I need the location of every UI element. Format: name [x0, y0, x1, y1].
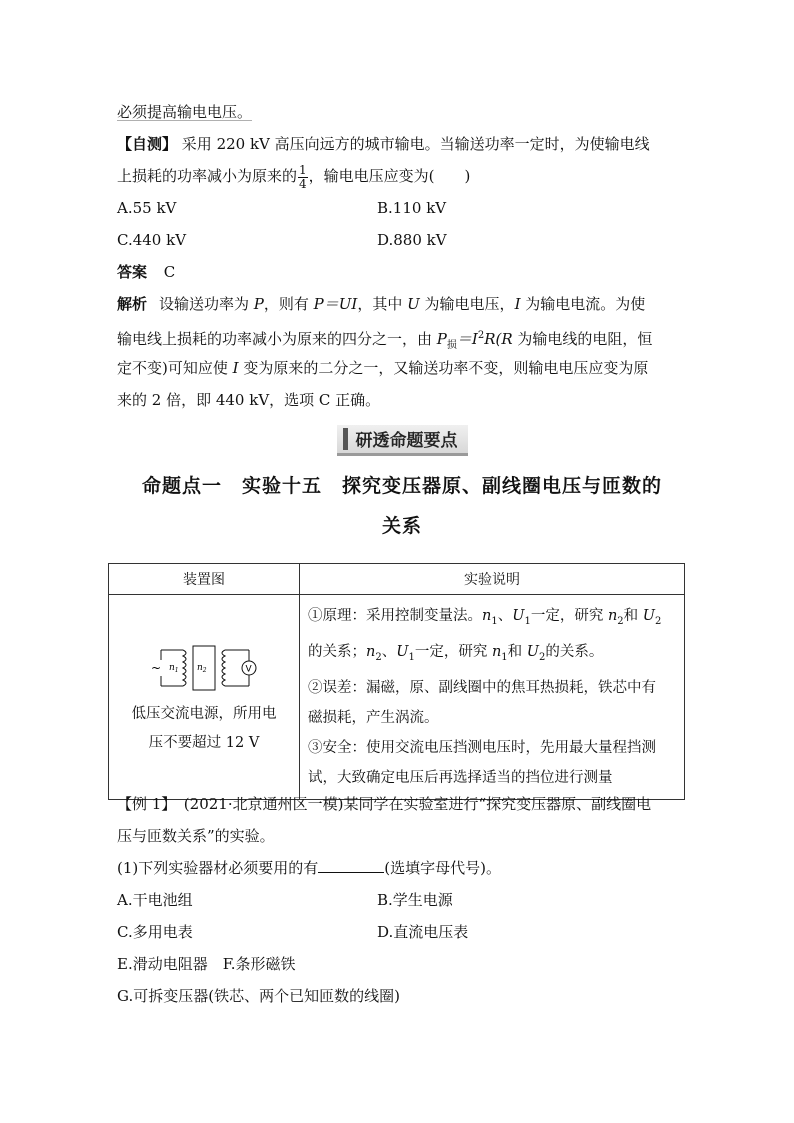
- zice-text-1: 采用 220 kV 高压向远方的城市输电。当输送功率一定时，为使输电线: [181, 135, 650, 153]
- example-line-2: [117, 820, 687, 852]
- option-b: B.110 kV: [377, 199, 447, 217]
- example-options-row-1: [117, 884, 687, 916]
- banner-title: 研透命题要点: [355, 431, 458, 451]
- analysis-text: 为输电电压，: [419, 295, 515, 313]
- answer-label: 答案: [117, 263, 148, 281]
- answer-blank[interactable]: [318, 858, 384, 873]
- analysis-line-4: [117, 384, 687, 416]
- zice-tag: 【自测】: [117, 135, 178, 153]
- analysis-label: 解析: [117, 295, 148, 313]
- analysis-text: ，其中: [357, 295, 408, 313]
- analysis-text: 为输电线的电阻，恒: [512, 330, 653, 348]
- symbol-i: I: [232, 359, 239, 377]
- analysis-text: ，则有: [263, 295, 314, 313]
- analysis-line-1: [117, 288, 687, 320]
- note-safety-1: ③安全：使用交流电压挡测电压时，先用最大量程挡测: [308, 739, 656, 756]
- answer-value: C: [163, 263, 176, 281]
- fraction: [298, 164, 308, 191]
- svg-text:n2: $n_2$: [197, 662, 207, 674]
- section-banner: [337, 425, 468, 456]
- analysis-line-2: [117, 320, 687, 352]
- page-content: [117, 96, 687, 546]
- option-c: C.440 kV: [117, 231, 187, 249]
- note-principle-2: 的关系；$n_2$、$U_1$一定，研究 $n_1$和 $U_2$的关系。: [308, 643, 604, 663]
- option-b: B.学生电源: [377, 891, 453, 909]
- symbol-r: R(R: [484, 330, 513, 348]
- question-1: [117, 852, 687, 884]
- table-header-row: [109, 564, 685, 595]
- note-error-2: 磁损耗，产生涡流。: [308, 709, 439, 726]
- note-error-1: ②误差：漏磁，原、副线圈中的焦耳热损耗，铁芯中有: [308, 679, 656, 696]
- subscript-loss: 损: [446, 340, 457, 351]
- option-a: A.干电池组: [117, 891, 193, 909]
- note-safety-2: 试，大致确定电压后再选择适当的挡位进行测量: [308, 769, 613, 786]
- analysis-text: 定不变)可知应使: [117, 359, 233, 377]
- analysis-text: 为输电电流。为使: [520, 295, 646, 313]
- example-options-row-2: [117, 916, 687, 948]
- heading-line-2: 关系: [381, 515, 422, 537]
- heading-line-1: 命题点一 实验十五 探究变压器原、副线圈电压与匝数的: [141, 475, 662, 497]
- zice-text-2b: ，输电电压应变为( ): [308, 167, 471, 185]
- section-heading: [117, 466, 687, 546]
- symbol-p: P: [436, 330, 447, 348]
- transformer-diagram: [149, 640, 259, 694]
- zice-options-row-2: [117, 224, 687, 256]
- formula-p-ui: P＝UI: [313, 295, 358, 313]
- secondary-coil-icon: [222, 650, 225, 686]
- question-text: (1)下列实验器材必须要用的有: [117, 859, 319, 877]
- diagram-caption-1: 低压交流电源，所用电: [131, 705, 277, 722]
- diagram-cell: [109, 595, 300, 800]
- symbol-p: P: [253, 295, 264, 313]
- analysis-text: 来的 2 倍，即 440 kV，选项 C 正确。: [117, 391, 381, 409]
- option-e-f: E.滑动电阻器 F.条形磁铁: [117, 955, 296, 973]
- svg-text:V: V: [245, 664, 252, 675]
- example-section: [117, 788, 687, 1012]
- banner-bar-icon: [343, 428, 348, 450]
- diagram-caption-2: 压不要超过 12 V: [148, 734, 260, 751]
- analysis-text: 设输送功率为: [159, 295, 254, 313]
- intro-line: [117, 96, 687, 128]
- zice-line-2: [117, 160, 687, 192]
- option-g: G.可拆变压器(铁芯、两个已知匝数的线圈): [117, 987, 400, 1005]
- symbol-i: I: [514, 295, 521, 313]
- ac-source-icon: ~: [151, 660, 162, 675]
- answer-line: [117, 256, 687, 288]
- analysis-line-3: [117, 352, 687, 384]
- example-options-row-4: [117, 980, 687, 1012]
- analysis-text: 变为原来的二分之一，又输送功率不变，则输电电压应变为原: [238, 359, 649, 377]
- intro-text: 必须提高输电电压。: [117, 103, 253, 121]
- fraction-denominator: 4: [299, 176, 307, 191]
- header-device-diagram: 装置图: [109, 564, 300, 595]
- zice-text-2a: 上损耗的功率减小为原来的: [117, 167, 298, 185]
- notes-cell: [300, 595, 685, 800]
- example-options-row-3: [117, 948, 687, 980]
- symbol-u: U: [407, 295, 420, 313]
- fraction-numerator: 1: [299, 162, 307, 177]
- formula-i: ＝I: [456, 330, 478, 348]
- question-text: (选填字母代号)。: [384, 859, 501, 877]
- header-experiment-notes: 实验说明: [300, 564, 685, 595]
- option-d: D.直流电压表: [377, 923, 469, 941]
- example-line-1: [117, 788, 687, 820]
- zice-options-row-1: [117, 192, 687, 224]
- section-banner-wrap: [117, 422, 687, 458]
- table-row: [109, 595, 685, 800]
- superscript-2: 2: [477, 330, 485, 341]
- primary-coil-icon: [183, 650, 186, 686]
- option-a: A.55 kV: [117, 199, 177, 217]
- option-d: D.880 kV: [377, 231, 447, 249]
- example-text: 【例 1】 (2021·北京通州区一模)某同学在实验室进行“探究变压器原、副线圈电: [117, 795, 652, 813]
- option-c: C.多用电表: [117, 923, 193, 941]
- note-principle-1: ①原理：采用控制变量法。$n_1$、$U_1$一定，研究 $n_2$和 $U_2$: [308, 608, 662, 627]
- example-text: 压与匝数关系”的实验。: [117, 827, 275, 845]
- analysis-text: 输电线上损耗的功率减小为原来的四分之一，由: [117, 330, 437, 348]
- zice-line-1: [117, 128, 687, 160]
- svg-text:n1: $n_1$: [169, 662, 179, 674]
- experiment-table: [108, 563, 685, 800]
